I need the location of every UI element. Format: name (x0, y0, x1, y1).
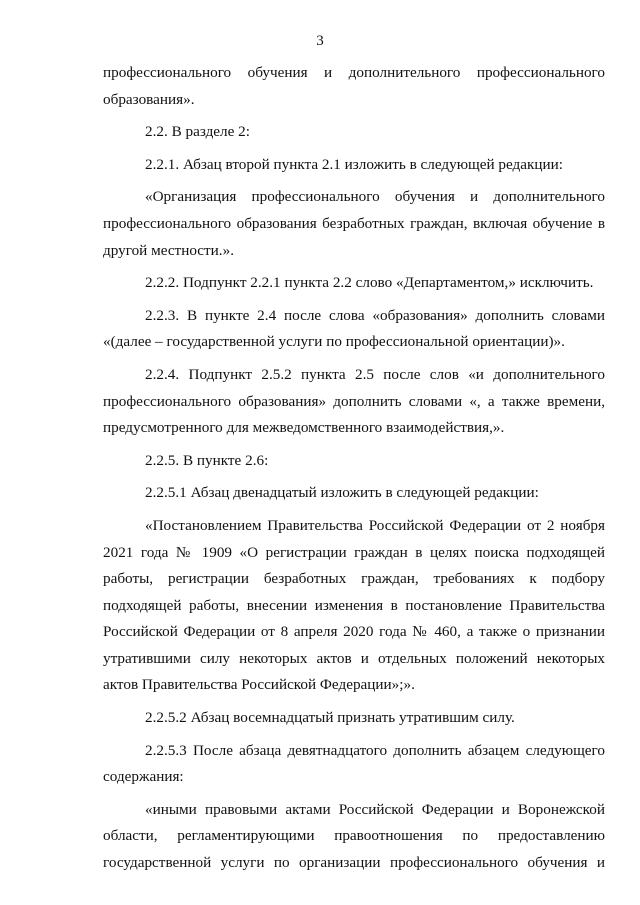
paragraph (103, 448, 605, 475)
paragraph (103, 60, 605, 113)
text-line: работы, регистрации безработных граждан, требованиях к подбору (103, 570, 605, 588)
text-line: «(далее – государственной услуги по профессиональной ориентации)». (103, 333, 565, 351)
text-line: 2.2.5.2 Абзац восемнадцатый признать утратившим силу. (145, 709, 515, 727)
text-line: 2.2.5. В пункте 2.6: (145, 451, 269, 469)
paragraph (103, 797, 605, 877)
text-line: государственной услуги по организации профессионального обучения и (103, 854, 605, 872)
text-line: профессионального образования безработных граждан, включая обучение в (103, 214, 605, 232)
text-line: 2.2.4. Подпункт 2.5.2 пункта 2.5 после слов «и дополнительного (145, 365, 605, 383)
text-line: «иными правовыми актами Российской Федерации и Воронежской (145, 800, 605, 818)
text-line: 2.2.2. Подпункт 2.2.1 пункта 2.2 слово «Департаментом,» исключить. (145, 274, 594, 292)
text-line: профессионального образования» дополнить словами «, а также времени, (103, 392, 605, 410)
text-line: 2.2.5.1 Абзац двенадцатый изложить в следующей редакции: (145, 484, 539, 502)
text-line: подходящей работы, внесении изменения в постановление Правительства (103, 596, 605, 614)
text-line: 2.2.5.3 После абзаца девятнадцатого дополнить абзацем следующего (145, 741, 605, 759)
page-number: 3 (316, 33, 324, 49)
paragraph (103, 738, 605, 791)
text-line: 2.2.1. Абзац второй пункта 2.1 изложить в следующей редакции: (145, 155, 564, 173)
paragraph (103, 152, 605, 179)
text-line: 2.2. В разделе 2: (145, 123, 250, 141)
text-line: утратившими силу некоторых актов и отдельных положений некоторых (103, 649, 605, 667)
paragraph (103, 303, 605, 356)
text-line: Российской Федерации от 8 апреля 2020 года № 460, а также о признании (103, 623, 605, 641)
document-body (103, 60, 605, 877)
paragraph (103, 705, 605, 732)
text-line: 2.2.3. В пункте 2.4 после слова «образования» дополнить словами (145, 306, 605, 324)
paragraph (103, 184, 605, 264)
text-line: актов Правительства Российской Федерации»;». (103, 676, 415, 694)
paragraph (103, 362, 605, 442)
text-line: 2021 года № 1909 «О регистрации граждан в целях поиска подходящей (103, 543, 605, 561)
text-line: содержания: (103, 768, 184, 786)
text-line: «Постановлением Правительства Российской Федерации от 2 ноября (145, 516, 605, 534)
paragraph (103, 513, 605, 699)
text-line: профессионального обучения и дополнительного профессионального (103, 64, 605, 81)
paragraph (103, 270, 605, 297)
paragraph (103, 480, 605, 507)
text-line: предусмотренного для межведомственного взаимодействия,». (103, 419, 505, 437)
paragraph (103, 119, 605, 146)
text-line: образования». (103, 90, 195, 108)
text-line: «Организация профессионального обучения и дополнительного (145, 188, 605, 206)
text-line: другой местности.». (103, 241, 234, 259)
text-line: области, регламентирующими правоотношения по предоставлению (103, 827, 605, 845)
